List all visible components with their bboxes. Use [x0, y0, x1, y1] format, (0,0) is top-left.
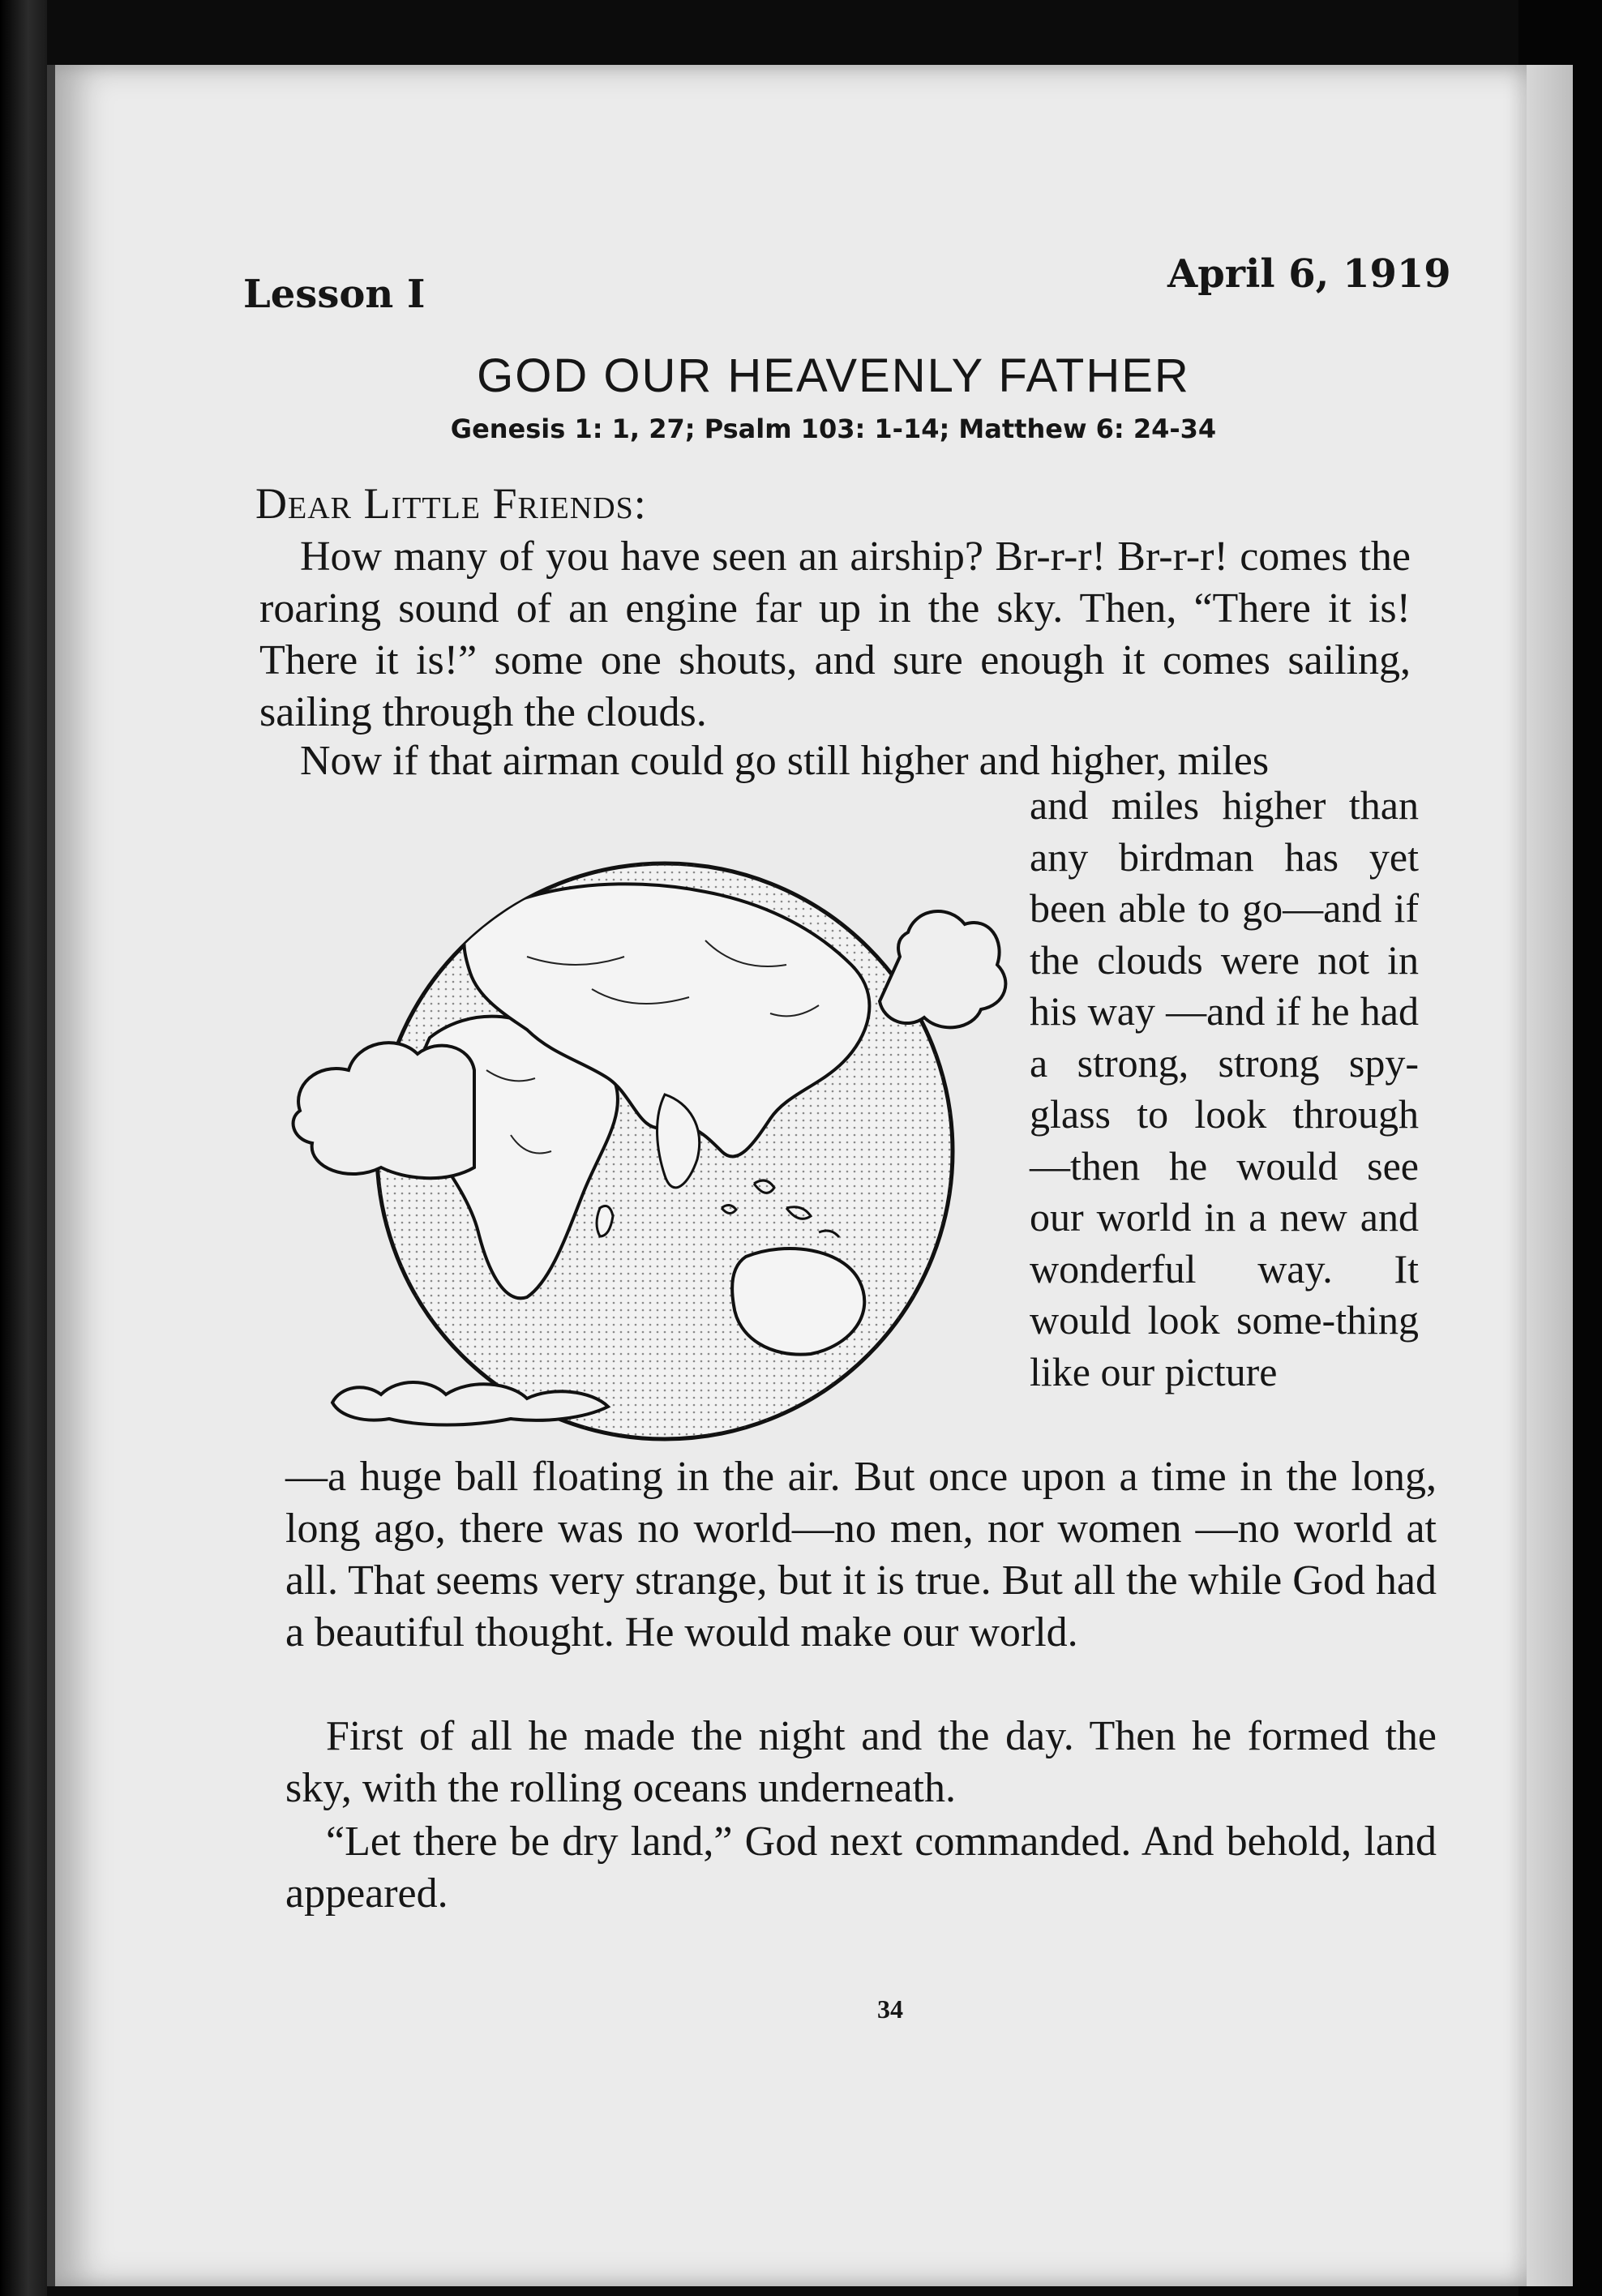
scripture-references	[0, 413, 1602, 444]
cloud-right	[880, 911, 1005, 1027]
paragraph-dry-land-text: “Let there be dry land,” God next commanded. And behold, land appeared.	[285, 1818, 1437, 1917]
salutation: Dear Little Friends:	[255, 479, 647, 528]
paragraph-airship: How many of you have seen an airship? Br-r-r! Br-r-r! comes the roaring sound of an engine far up in the sky. Then, “There it is! There it is!” some one shouts, and sure enough it comes sailing, sailing through the clouds.	[259, 533, 1411, 735]
lesson-label: Lesson I	[243, 272, 426, 317]
page-title-text: GOD OUR HEAVENLY FATHER	[477, 349, 1190, 402]
lesson-date: April 6, 1919	[1167, 251, 1451, 297]
book-spine-shadow	[0, 0, 47, 2296]
australia-shape	[732, 1249, 864, 1355]
page-number	[0, 1994, 1602, 2024]
page-title	[0, 349, 1602, 403]
paragraph-huge-ball: —a huge ball floating in the air. But once upon a time in the long, long ago, there was no world—no men, nor women —no world at all. That seems very strange, but it is true. But all the while God had a beautiful thought. He would make our world.	[285, 1454, 1437, 1656]
paragraph-airman-wrap: and miles higher than any birdman has yet been able to go—and if the clouds were not in his way —and if he had a strong, strong spy-glass to look through —then he would see our world in a new and wonderful way. It would look some-thing like our picture	[1030, 782, 1419, 1394]
paragraph-night-day: First of all he made the night and the day. Then he formed the sky, with the rolling oceans underneath.	[285, 1713, 1437, 1811]
globe-illustration	[284, 827, 1030, 1443]
cloud-left	[293, 1043, 474, 1178]
paragraph-dry-land	[285, 1816, 1437, 1920]
scripture-references-text: Genesis 1: 1, 27; Psalm 103: 1-14; Matthew 6: 24-34	[450, 413, 1217, 444]
page-number-text: 34	[877, 1994, 903, 2024]
paragraph-airman-lead: Now if that airman could go still higher and higher, miles	[300, 738, 1270, 784]
